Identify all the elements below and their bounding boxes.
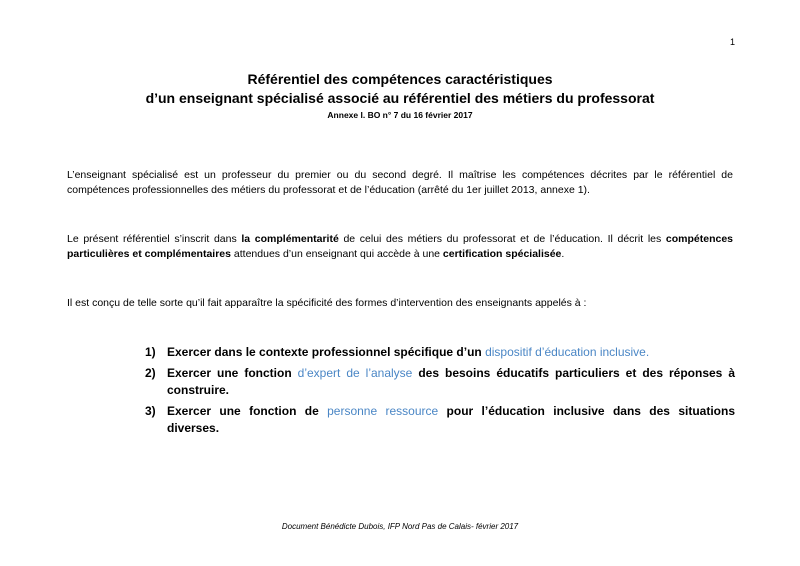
- list-item-text: Exercer une fonction: [167, 366, 298, 380]
- scope-text-1: Le présent référentiel s’inscrit dans: [67, 233, 242, 245]
- intro-paragraph: L’enseignant spécialisé est un professeur du premier ou du second degré. Il maîtrise les compétences décrites par le référentiel de compétences professionnelles des métiers du professorat et de l’éducation (arrêté du 1er juillet 2013, annexe 1).: [67, 169, 733, 196]
- scope-bold-2: compétences particulières et complémentaires: [67, 233, 734, 260]
- list-item: [145, 344, 735, 361]
- list-item-number: 2): [145, 366, 156, 380]
- list-item-text-after: des besoins éducatifs particuliers et des réponses à construire.: [167, 366, 735, 397]
- scope-text-3: attendues d’un enseignant qui accède à une: [231, 248, 443, 260]
- document-subtitle: Annexe I. BO n° 7 du 16 février 2017: [327, 110, 473, 120]
- scope-bold-1: la complémentarité: [241, 233, 339, 245]
- list-item-text: Exercer une fonction de: [167, 404, 328, 418]
- page-number: 1: [730, 37, 736, 47]
- list-item-number: 1): [145, 345, 156, 359]
- title-line-2: d’un enseignant spécialisé associé au référentiel des métiers du professorat: [145, 90, 655, 106]
- list-item-highlight: personne ressource: [327, 404, 439, 418]
- list-item: [145, 365, 735, 399]
- document-footer: Document Bénédicte Dubois, IFP Nord Pas de Calais- février 2017: [281, 522, 519, 531]
- purpose-paragraph: Il est conçu de telle sorte qu’il fait apparaître la spécificité des formes d’intervention des enseignants appelés à :: [67, 297, 587, 309]
- list-item: [145, 403, 735, 437]
- list-item-text: Exercer dans le contexte professionnel spécifique d’un: [167, 345, 486, 359]
- scope-text-2: de celui des métiers du professorat et de l’éducation. Il décrit les: [338, 233, 666, 245]
- list-item-number: 3): [145, 404, 156, 418]
- scope-bold-3: certification spécialisée: [442, 248, 562, 260]
- scope-paragraph: [67, 232, 733, 262]
- title-line-1: Référentiel des compétences caractéristiques: [247, 71, 553, 87]
- list-item-highlight: dispositif d’éducation inclusive.: [485, 345, 650, 359]
- document-title: [0, 70, 800, 108]
- mission-list: [145, 344, 735, 441]
- list-item-text-after: pour l’éducation inclusive dans des situations diverses.: [167, 404, 735, 435]
- list-item-highlight: d’expert de l’analyse: [297, 366, 413, 380]
- scope-text-4: .: [561, 248, 565, 260]
